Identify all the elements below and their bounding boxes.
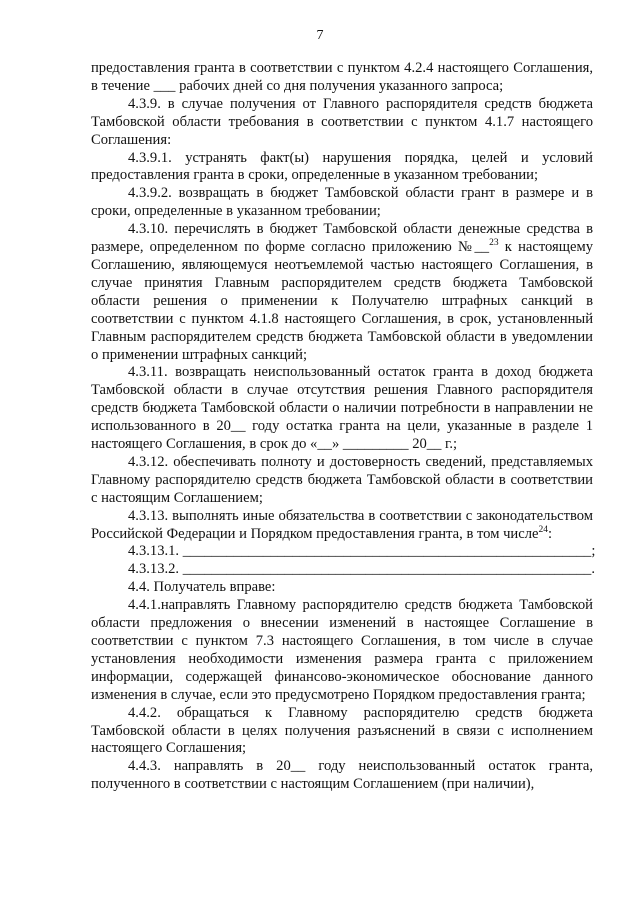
paragraph-4-4-2: 4.4.2. обращаться к Главному распорядителю средств бюджета Тамбовской области в целях получения разъяснений в связи с исполнением настоящего Соглашения; [91,704,593,757]
paragraph-4-3-13-text-a: 4.3.13. выполнять иные обязательства в соответствии с законодательством Российской Федерации и Порядком предоставления гранта, в том числе [91,507,593,542]
footnote-ref-24: 24 [538,524,548,535]
paragraph-4-3-10-text-b: к настоящему Соглашению, являющемуся неотъемлемой частью настоящего Соглашения, в случае принятия Главным распорядителем средств бюджета Тамбовской области решения о применении к Получателю штрафных санкций в соответствии с пунктом 4.1.8 настоящего Соглашения, в срок, установленный Главным распорядителем средств бюджета Тамбовской области в уведомлении о применении штрафных санкций; [91,239,593,363]
paragraph-grant-provision-request: предоставления гранта в соответствии с пунктом 4.2.4 настоящего Соглашения, в течение ___ рабочих дней со дня получения указанного запроса; [91,60,593,94]
list-item-4-3-13-2: 4.3.13.2. ________________________________________________________. [128,561,595,578]
paragraph-4-3-9: 4.3.9. в случае получения от Главного распорядителя средств бюджета Тамбовской области требования в соответствии с пунктом 4.1.7 настоящего Соглашения: [91,95,593,148]
list-item-4-3-13-1: 4.3.13.1. ________________________________________________________; [128,543,596,560]
page-number: 7 [316,28,324,43]
paragraph-4-3-12: 4.3.12. обеспечивать полноту и достоверность сведений, представляемых Главному распорядителю средств бюджета Тамбовской области в соответствии с настоящим Соглашением; [91,453,593,506]
paragraph-4-3-9-2: 4.3.9.2. возвращать в бюджет Тамбовской области грант в размере и в сроки, определенные в указанном требовании; [91,185,593,220]
paragraph-4-3-13-text-b: : [547,525,553,542]
paragraph-4-3-9-1: 4.3.9.1. устранять факт(ы) нарушения порядка, целей и условий предоставления гранта в сроки, определенные в указанном требовании; [91,149,593,184]
paragraph-4-3-10 [91,221,593,364]
paragraph-4-4-1: 4.4.1.направлять Главному распорядителю средств бюджета Тамбовской области предложения о внесении изменений в настоящее Соглашение в соответствии с пунктом 7.3 настоящего Соглашения, в том числе в случае установления необходимости изменения размера гранта с приложением информации, содержащей финансово-экономическое обоснование данного изменения в случае, если это предусмотрено Порядком предоставления гранта; [91,597,593,703]
paragraph-4-3-10-text-a: 4.3.10. перечислять в бюджет Тамбовской области денежные средства в размере, определенном по форме согласно приложению №__ [91,221,593,256]
footnote-ref-23: 23 [489,238,499,249]
paragraph-4-3-13 [91,508,593,544]
paragraph-4-4-3: 4.4.3. направлять в 20__ году неиспользованный остаток гранта, полученного в соответствии с настоящим Соглашением (при наличии), [91,758,593,793]
document-body [91,60,596,794]
paragraph-4-3-11: 4.3.11. возвращать неиспользованный остаток гранта в доход бюджета Тамбовской области в случае отсутствия решения Главного распорядителя средств бюджета Тамбовской области о наличии потребности в направлении не использованного в 20__ году остатка гранта на цели, указанные в разделе 1 настоящего Соглашения, в срок до «__» _________ 20__ г.; [91,364,593,453]
paragraph-4-4: 4.4. Получатель вправе: [128,579,276,596]
